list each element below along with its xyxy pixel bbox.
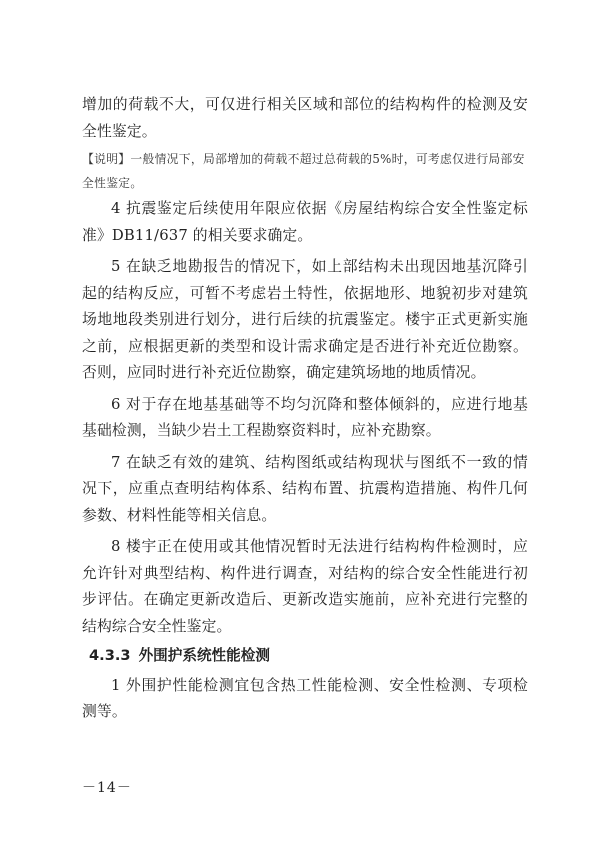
section-title: 外围护系统性能检测 (138, 647, 270, 664)
explanatory-note: 【说明】一般情况下，局部增加的荷载不超过总荷载的5%时，可考虑仅进行局部安全性鉴定。 (82, 152, 525, 190)
paragraph-item-5: 5 在缺乏地勘报告的情况下，如上部结构未出现因地基沉降引起的结构反应，可暂不考虑岩土特性，依据地形、地貌初步对建筑场地地段类别进行划分，进行后续的抗震鉴定。楼宇正式更新实施之前，应根据更新的类型和设计需求确定是否进行补充近位勘察。否则，应同时进行补充近位勘察，确定建筑场地的地质情况。 (82, 258, 528, 381)
paragraph-continued: 增加的荷载不大，可仅进行相关区域和部位的结构构件的检测及安全性鉴定。 (82, 96, 528, 140)
paragraph-item-4: 4 抗震鉴定后续使用年限应依据《房屋结构综合安全性鉴定标准》DB11/637 的相关要求确定。 (82, 200, 528, 244)
page-content (82, 92, 528, 726)
page-number: －14－ (82, 780, 132, 796)
paragraph-item-7: 7 在缺乏有效的建筑、结构图纸或结构现状与图纸不一致的情况下，应重点查明结构体系、结构布置、抗震构造措施、构件几何参数、材料性能等相关信息。 (82, 453, 528, 524)
paragraph-item-6: 6 对于存在地基基础等不均匀沉降和整体倾斜的，应进行地基基础检测，当缺少岩土工程勘察资料时，应补充勘察。 (82, 395, 528, 439)
section-number: 4.3.3 (89, 647, 131, 664)
paragraph-item-1: 1 外围护性能检测宜包含热工性能检测、安全性检测、专项检测等。 (82, 676, 528, 720)
paragraph-item-8: 8 楼宇正在使用或其他情况暂时无法进行结构构件检测时，应允许针对典型结构、构件进行调查，对结构的综合安全性能进行初步评估。在确定更新改造后、更新改造实施前，应补充进行完整的结构综合安全性鉴定。 (82, 538, 528, 635)
section-heading (82, 643, 528, 670)
